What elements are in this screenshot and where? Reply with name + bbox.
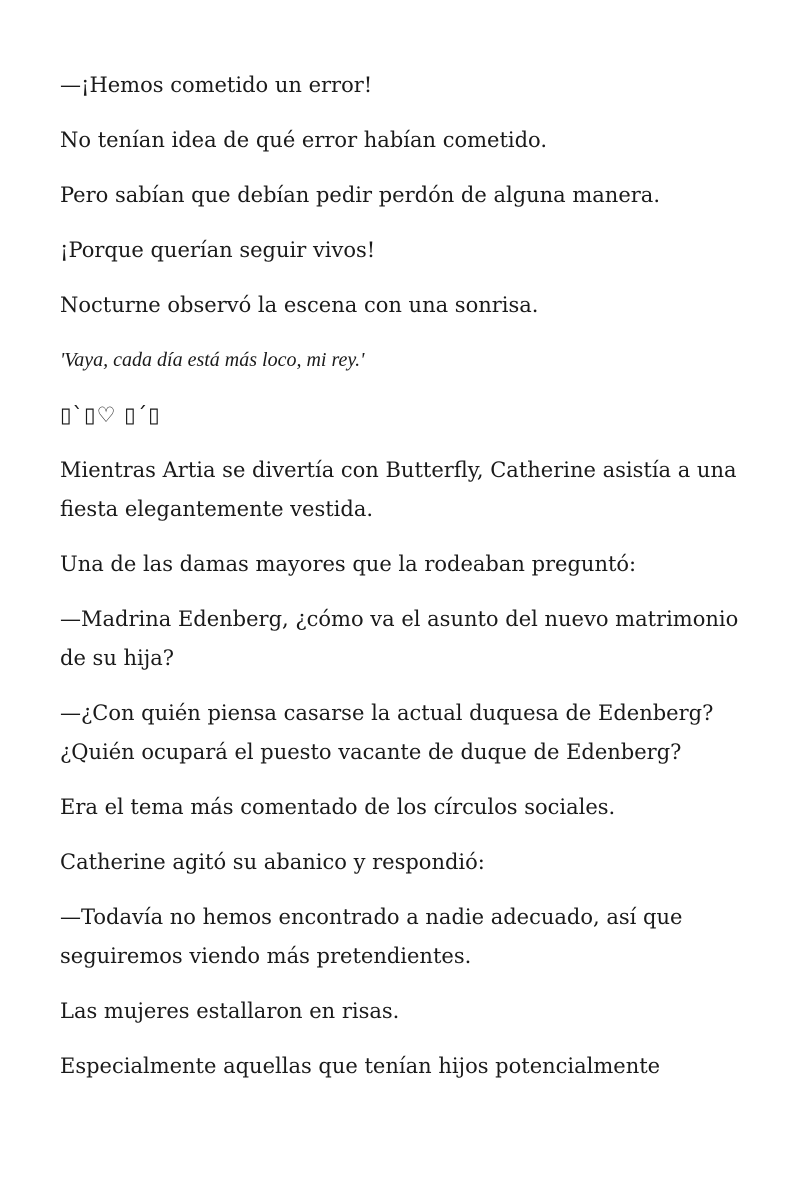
paragraph: Una de las damas mayores que la rodeaban preguntó: <box>60 552 637 576</box>
paragraph: ¡Porque querían seguir vivos! <box>60 238 376 262</box>
paragraph: —¿Con quién piensa casarse la actual duquesa de Edenberg? ¿Quién ocupará el puesto vacante de duque de Edenberg? <box>60 701 714 764</box>
paragraph: Era el tema más comentado de los círculos sociales. <box>60 795 616 819</box>
paragraph: —Madrina Edenberg, ¿cómo va el asunto del nuevo matrimonio de su hija? <box>60 607 739 670</box>
paragraph: Las mujeres estallaron en risas. <box>60 999 400 1023</box>
paragraph: —¡Hemos cometido un error! <box>60 73 373 97</box>
paragraph: No tenían idea de qué error habían cometido. <box>60 128 547 152</box>
scene-break-symbols: ▯`▯♡ ▯´▯ <box>60 403 161 427</box>
reading-page <box>60 66 740 1102</box>
paragraph: Catherine agitó su abanico y respondió: <box>60 850 485 874</box>
paragraph: —Todavía no hemos encontrado a nadie adecuado, así que seguiremos viendo más pretendientes. <box>60 905 683 968</box>
paragraph: Nocturne observó la escena con una sonrisa. <box>60 293 539 317</box>
italic-thought: 'Vaya, cada día está más loco, mi rey.' <box>60 349 365 371</box>
paragraph: Pero sabían que debían pedir perdón de alguna manera. <box>60 183 660 207</box>
paragraph: Mientras Artia se divertía con Butterfly, Catherine asistía a una fiesta elegantemente vestida. <box>60 458 737 521</box>
paragraph: Especialmente aquellas que tenían hijos potencialmente <box>60 1054 661 1078</box>
